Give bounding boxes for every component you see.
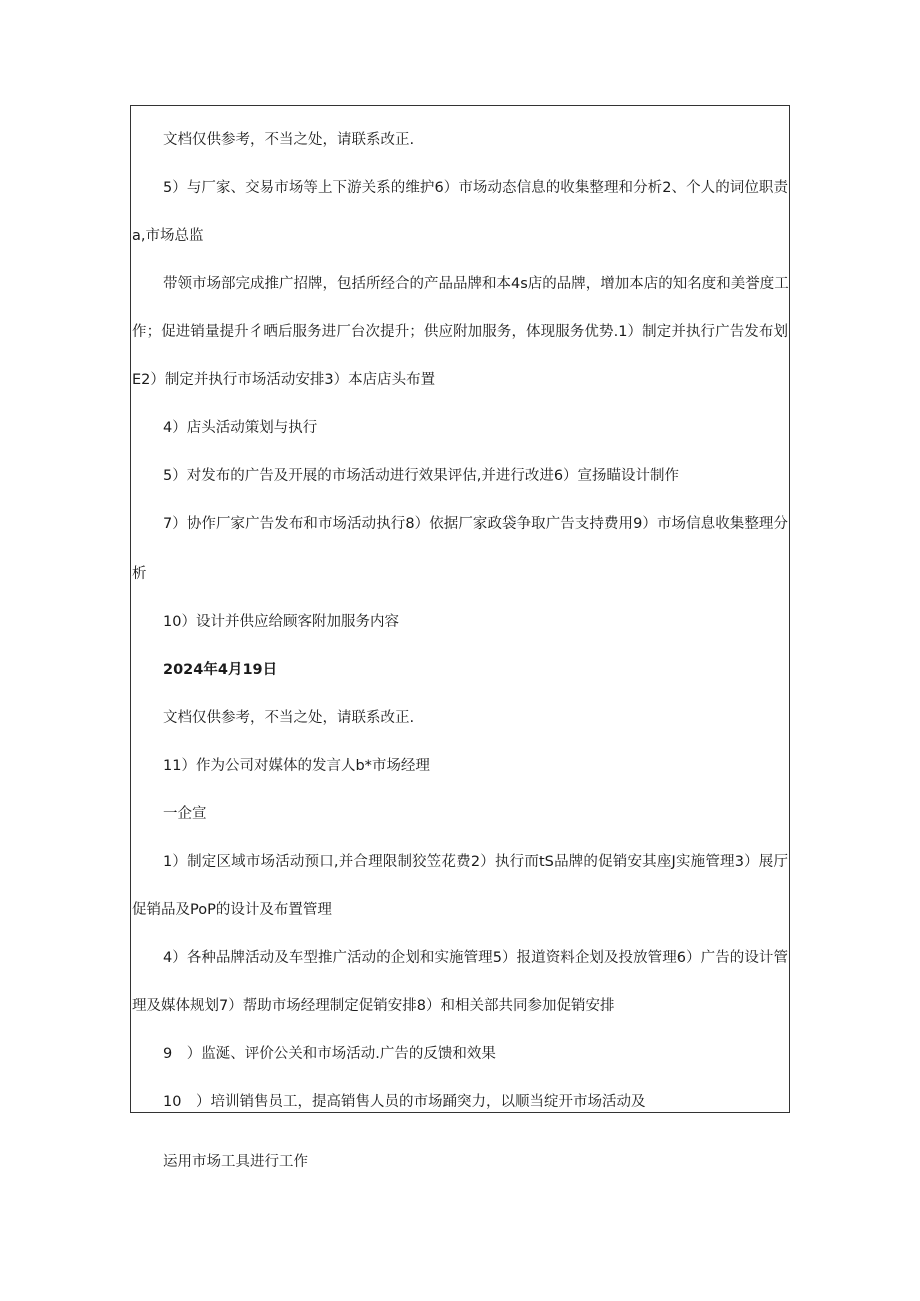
list-item-continuation: 理及媒体规划7）帮助市场经理制定促销安排8）和相关部共同参加促销安排 — [132, 998, 615, 1014]
list-item: 5）对发布的广告及开展的市场活动进行效果评估,并进行改进6）宣扬瞄设计制作 — [163, 468, 680, 484]
paragraph-line: 作；促进销量提升彳晒后服务进厂台次提升；供应附加服务，体现服务优势.1）制定并执行广告发布划 — [132, 324, 788, 340]
list-item: 7）协作厂家广告发布和市场活动执行8）依据厂家政袋争取广告支持费用9）市场信息收集整理分 — [163, 516, 788, 532]
list-item: 11）作为公司对媒体的发言人b*市场经理 — [163, 758, 430, 774]
list-item: 9 ）监涎、评价公关和市场活动.广告的反馈和效果 — [163, 1046, 496, 1062]
list-item: 4）店头活动策划与执行 — [163, 420, 318, 436]
list-item-continuation: 析 — [132, 566, 147, 582]
document-date: 2024年4月19日 — [163, 662, 278, 678]
header-note: 文档仅供参考，不当之处，请联系改正. — [163, 710, 415, 726]
list-item-continuation: 促销品及PoP的设计及布置管理 — [132, 902, 332, 918]
section-label: 一企宣 — [163, 806, 207, 822]
paragraph-line: a,市场总监 — [132, 228, 204, 244]
list-item: 4）各种品牌活动及车型推广活动的企划和实施管理5）报道资料企划及投放管理6）广告的设计管 — [163, 950, 788, 966]
paragraph-line: 5）与厂家、交易市场等上下游关系的维护6）市场动态信息的收集整理和分析2、个人的词位职责 — [163, 180, 788, 196]
header-note: 文档仅供参考，不当之处，请联系改正. — [163, 132, 415, 148]
list-item: 10 ）培训销售员工，提高销售人员的市场踊突力，以顺当绽开市场活动及 — [163, 1094, 646, 1110]
list-item: 10）设计并供应给顾客附加服务内容 — [163, 614, 399, 630]
outside-frame-line: 运用市场工具进行工作 — [163, 1154, 308, 1170]
paragraph-line: E2）制定并执行市场活动安排3）本店店头布置 — [132, 372, 436, 388]
paragraph-line: 带领市场部完成推广招牌，包括所经合的产品品牌和本4s店的品牌，增加本店的知名度和美誉度工 — [163, 276, 789, 292]
list-item: 1）制定区域市场活动预口,并合理限制狡笠花费2）执行而tS品牌的促销安其座J实施管理3）展厅 — [163, 854, 788, 870]
